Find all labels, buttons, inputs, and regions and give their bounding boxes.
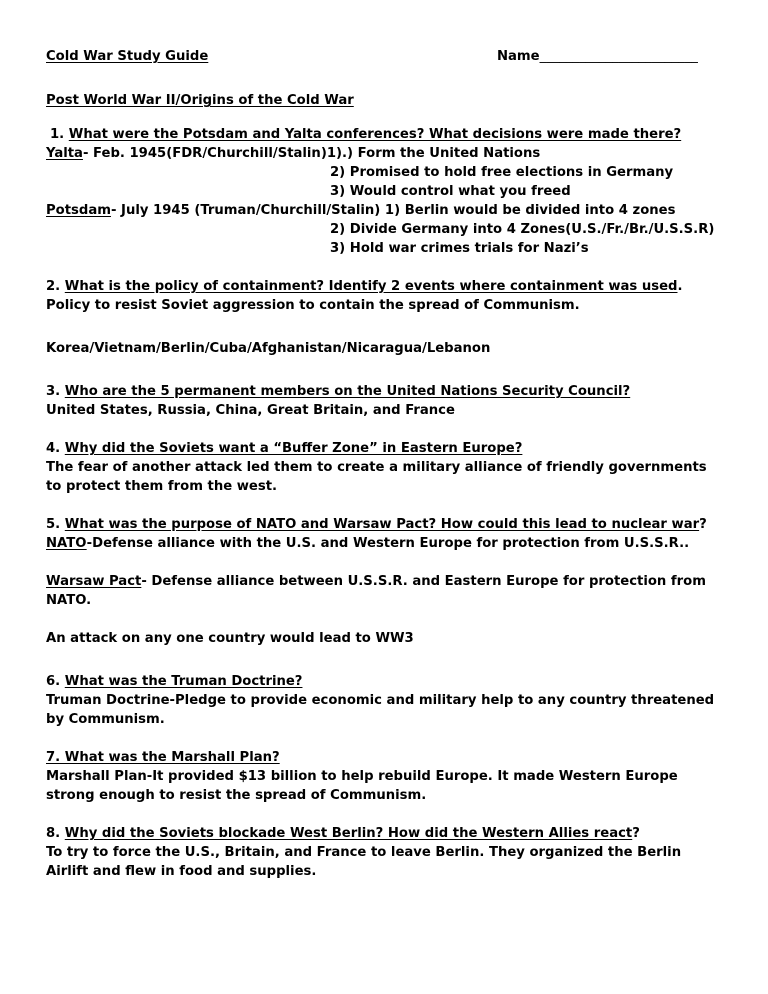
- question-2: 2. What is the policy of containment? Identify 2 events where containment was used.: [46, 279, 683, 294]
- potsdam-decision-2: 2) Divide Germany into 4 Zones(U.S./Fr./Br./U.S.S.R): [330, 222, 715, 237]
- section-title: Post World War II/Origins of the Cold War: [46, 93, 354, 108]
- answer-6-line-2: by Communism.: [46, 712, 165, 727]
- answer-3: United States, Russia, China, Great Britain, and France: [46, 403, 455, 418]
- attack-line: An attack on any one country would lead to WW3: [46, 631, 414, 646]
- question-4: 4. Why did the Soviets want a “Buffer Zone” in Eastern Europe?: [46, 441, 523, 456]
- question-7: 7. What was the Marshall Plan?: [46, 750, 280, 765]
- warsaw-line-1: Warsaw Pact- Defense alliance between U.S.S.R. and Eastern Europe for protection from: [46, 574, 706, 589]
- potsdam-line: Potsdam- July 1945 (Truman/Churchill/Stalin) 1) Berlin would be divided into 4 zones: [46, 203, 676, 218]
- yalta-decision-2: 2) Promised to hold free elections in Germany: [330, 165, 674, 180]
- name-blank: ________________________: [539, 49, 698, 64]
- question-3: 3. Who are the 5 permanent members on the United Nations Security Council?: [46, 384, 631, 399]
- name-field: Name________________________: [497, 49, 698, 64]
- answer-8-line-2: Airlift and flew in food and supplies.: [46, 864, 317, 879]
- document-title: Cold War Study Guide: [46, 49, 209, 64]
- answer-8-line-1: To try to force the U.S., Britain, and France to leave Berlin. They organized the Berlin: [46, 845, 682, 860]
- answer-4-line-1: The fear of another attack led them to create a military alliance of friendly governments: [46, 460, 707, 475]
- warsaw-line-2: NATO.: [46, 593, 92, 608]
- containment-events: Korea/Vietnam/Berlin/Cuba/Afghanistan/Nicaragua/Lebanon: [46, 341, 491, 356]
- answer-7-line-2: strong enough to resist the spread of Communism.: [46, 788, 427, 803]
- question-8: 8. Why did the Soviets blockade West Berlin? How did the Western Allies react?: [46, 826, 640, 841]
- question-5: 5. What was the purpose of NATO and Warsaw Pact? How could this lead to nuclear war?: [46, 517, 707, 532]
- potsdam-decision-3: 3) Hold war crimes trials for Nazi’s: [330, 241, 589, 256]
- yalta-decision-3: 3) Would control what you freed: [330, 184, 571, 199]
- answer-6-line-1: Truman Doctrine-Pledge to provide economic and military help to any country threatened: [46, 693, 715, 708]
- answer-4-line-2: to protect them from the west.: [46, 479, 278, 494]
- question-6: 6. What was the Truman Doctrine?: [46, 674, 303, 689]
- answer-7-line-1: Marshall Plan-It provided $13 billion to help rebuild Europe. It made Western Europe: [46, 769, 678, 784]
- question-1: 1. What were the Potsdam and Yalta conferences? What decisions were made there?: [50, 127, 682, 142]
- answer-2: Policy to resist Soviet aggression to contain the spread of Communism.: [46, 298, 580, 313]
- yalta-line: Yalta- Feb. 1945(FDR/Churchill/Stalin)1).) Form the United Nations: [46, 146, 541, 161]
- nato-line: NATO-Defense alliance with the U.S. and Western Europe for protection from U.S.S.R..: [46, 536, 690, 551]
